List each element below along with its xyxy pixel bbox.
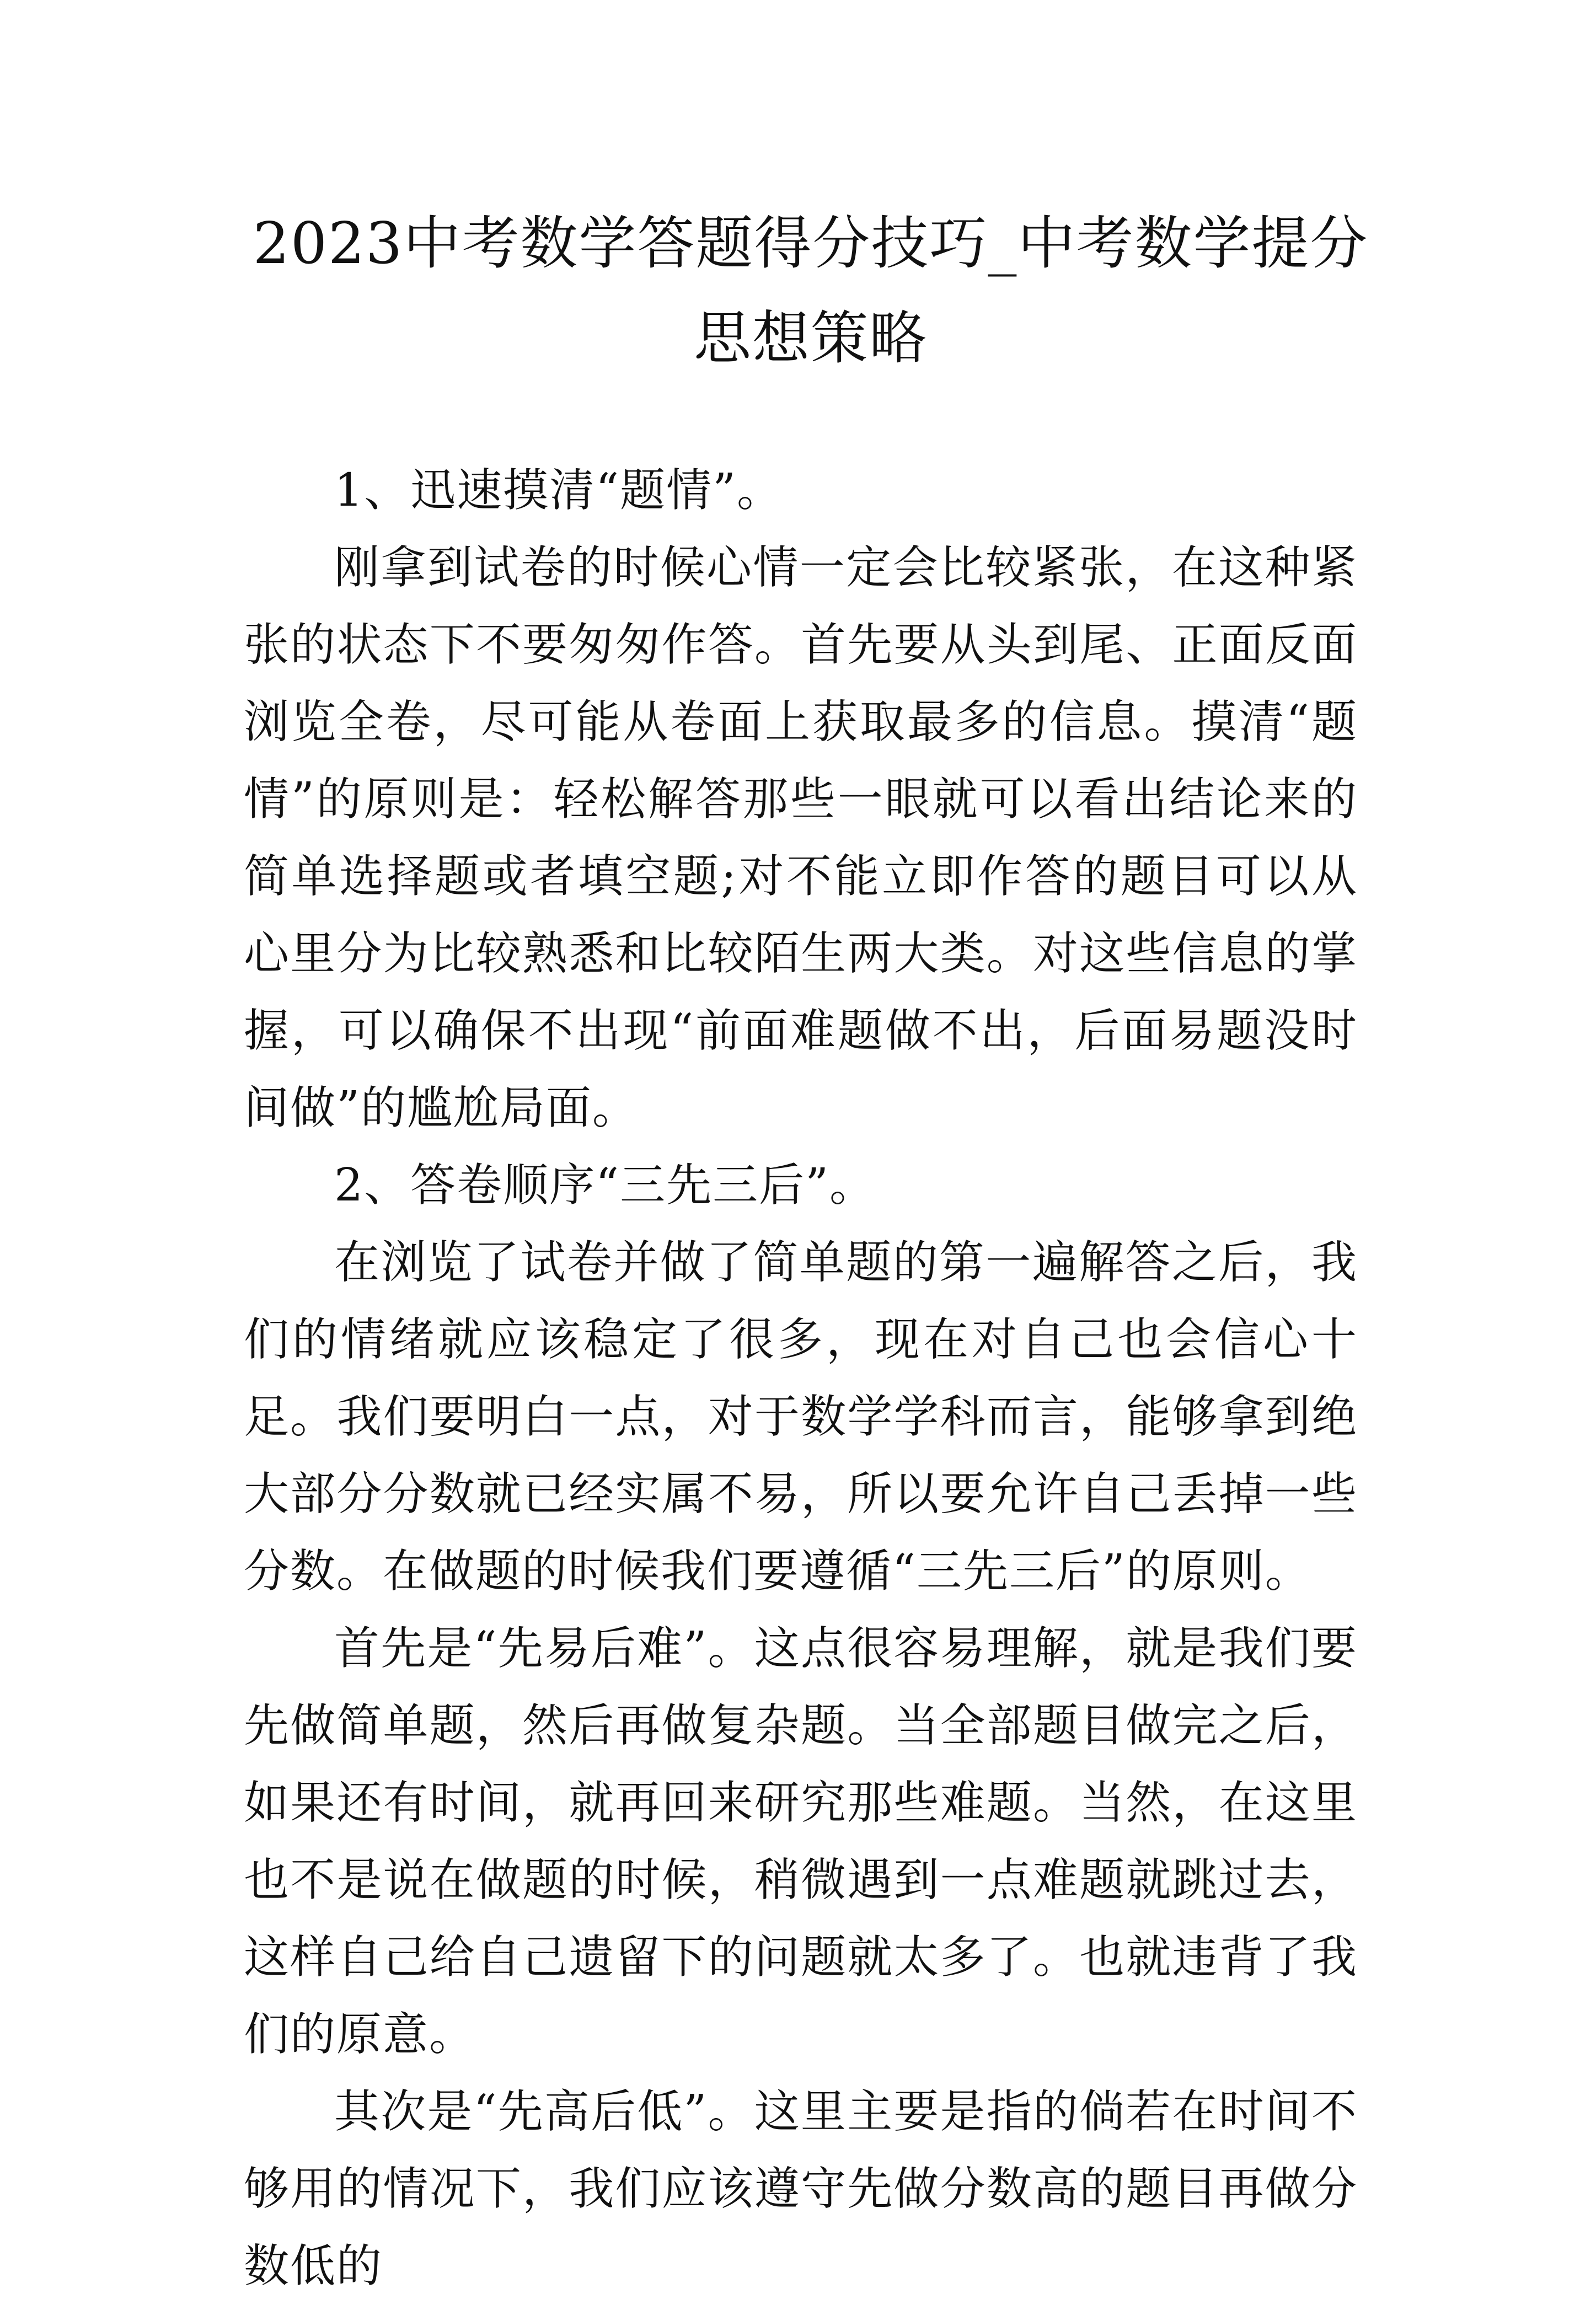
document-title: 2023中考数学答题得分技巧_中考数学提分思想策略: [253, 210, 1369, 372]
paragraph: 其次是“先高后低”。这里主要是指的倘若在时间不够用的情况下，我们应该遵守先做分数高的题目再做分数低的: [244, 2086, 1358, 2292]
paragraph-heading-2: 2、答卷顺序“三先三后”。: [334, 1159, 876, 1212]
paragraph-heading-1: 1、迅速摸清“题情”。: [334, 464, 784, 517]
paragraph: 在浏览了试卷并做了简单题的第一遍解答之后，我们的情绪就应该稳定了很多，现在对自己也会信心十足。我们要明白一点，对于数学学科而言，能够拿到绝大部分分数就已经实属不易，所以要允许自己丢掉一些分数。在做题的时候我们要遵循“三先三后”的原则。: [244, 1236, 1358, 1598]
paragraph: 首先是“先易后难”。这点很容易理解，就是我们要先做简单题，然后再做复杂题。当全部题目做完之后，如果还有时间，就再回来研究那些难题。当然，在这里也不是说在做题的时候，稍微遇到一点难题就跳过去，这样自己给自己遗留下的问题就太多了。也就违背了我们的原意。: [244, 1622, 1358, 2061]
paragraph: 刚拿到试卷的时候心情一定会比较紧张，在这种紧张的状态下不要匆匆作答。首先要从头到尾、正面反面浏览全卷，尽可能从卷面上获取最多的信息。摸清“题情”的原则是：轻松解答那些一眼就可以看出结论来的简单选择题或者填空题;对不能立即作答的题目可以从心里分为比较熟悉和比较陌生两大类。对这些信息的掌握，可以确保不出现“前面难题做不出，后面易题没时间做”的尴尬局面。: [244, 542, 1358, 1134]
document-body: [244, 452, 1358, 2305]
